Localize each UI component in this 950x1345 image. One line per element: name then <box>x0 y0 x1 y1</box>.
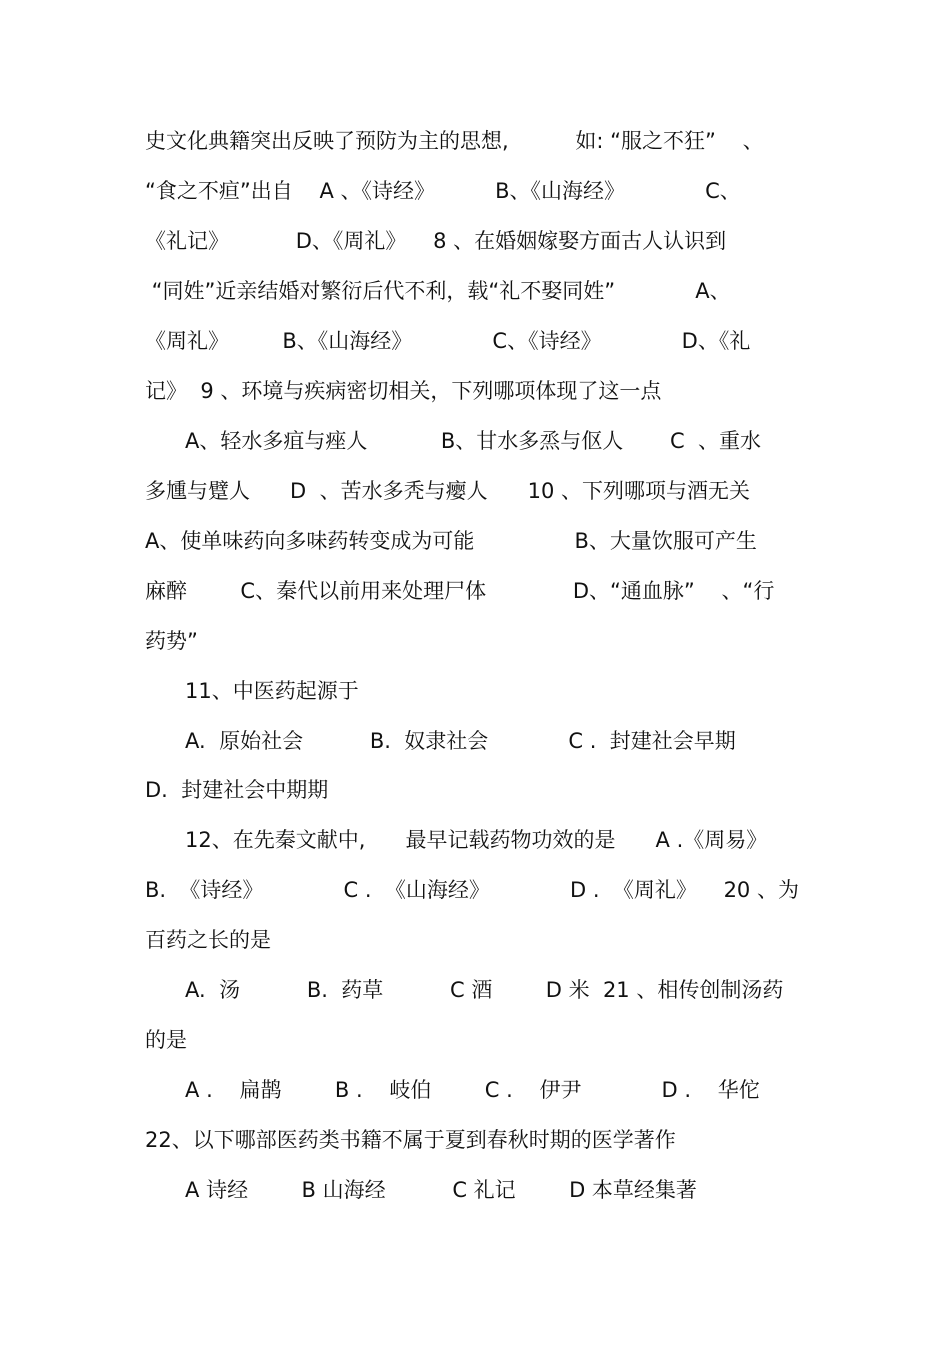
text-line-1: 史文化典籍突出反映了预防为主的思想, 如: “服之不狂” 、 <box>145 129 764 153</box>
text-line-17: 百药之长的是 <box>145 928 271 952</box>
text-line-2: “食之不疸”出自 A 、《诗经》 B、《山海经》 C、 <box>145 179 741 203</box>
text-line-18: A. 汤 B. 药草 C 酒 D 米 21 、相传创制汤药 <box>145 978 784 1002</box>
text-line-19: 的是 <box>145 1028 187 1052</box>
text-line-12: 11、中医药起源于 <box>145 679 359 703</box>
text-line-10: 麻醉 C、秦代以前用来处理尸体 D、“通血脉” 、“行 <box>145 579 775 603</box>
text-line-21: 22、以下哪部医药类书籍不属于夏到春秋时期的医学著作 <box>145 1128 676 1152</box>
text-line-14: D. 封建社会中期期 <box>145 778 329 802</box>
text-line-11: 药势” <box>145 629 198 653</box>
text-line-3: 《礼记》 D、《周礼》 8 、在婚姻嫁娶方面古人认识到 <box>145 229 727 253</box>
text-line-22: A 诗经 B 山海经 C 礼记 D 本草经集著 <box>145 1178 697 1202</box>
text-line-4: “同姓”近亲结婚对繁衍后代不利，载“礼不娶同姓” A、 <box>145 279 731 303</box>
text-line-13: A. 原始社会 B. 奴隶社会 C . 封建社会早期 <box>145 729 736 753</box>
text-line-8: 多尰与躄人 D 、苦水多秃与瘿人 10 、下列哪项与酒无关 <box>145 479 751 503</box>
text-line-15: 12、在先秦文献中, 最早记载药物功效的是 A .《周易》 <box>145 828 768 852</box>
text-line-5: 《周礼》 B、《山海经》 C、《诗经》 D、《礼 <box>145 329 751 353</box>
text-line-16: B. 《诗经》 C . 《山海经》 D . 《周礼》 20 、为 <box>145 878 799 902</box>
text-line-6: 记》 9 、环境与疾病密切相关，下列哪项体现了这一点 <box>145 379 662 403</box>
text-line-7: A、轻水多疽与痤人 B、甘水多烝与伛人 C 、重水 <box>145 429 761 453</box>
text-line-20: A . 扁鹊 B . 岐伯 C . 伊尹 D . 华佗 <box>145 1078 760 1102</box>
text-line-9: A、使单味药向多味药转变成为可能 B、大量饮服可产生 <box>145 529 757 553</box>
